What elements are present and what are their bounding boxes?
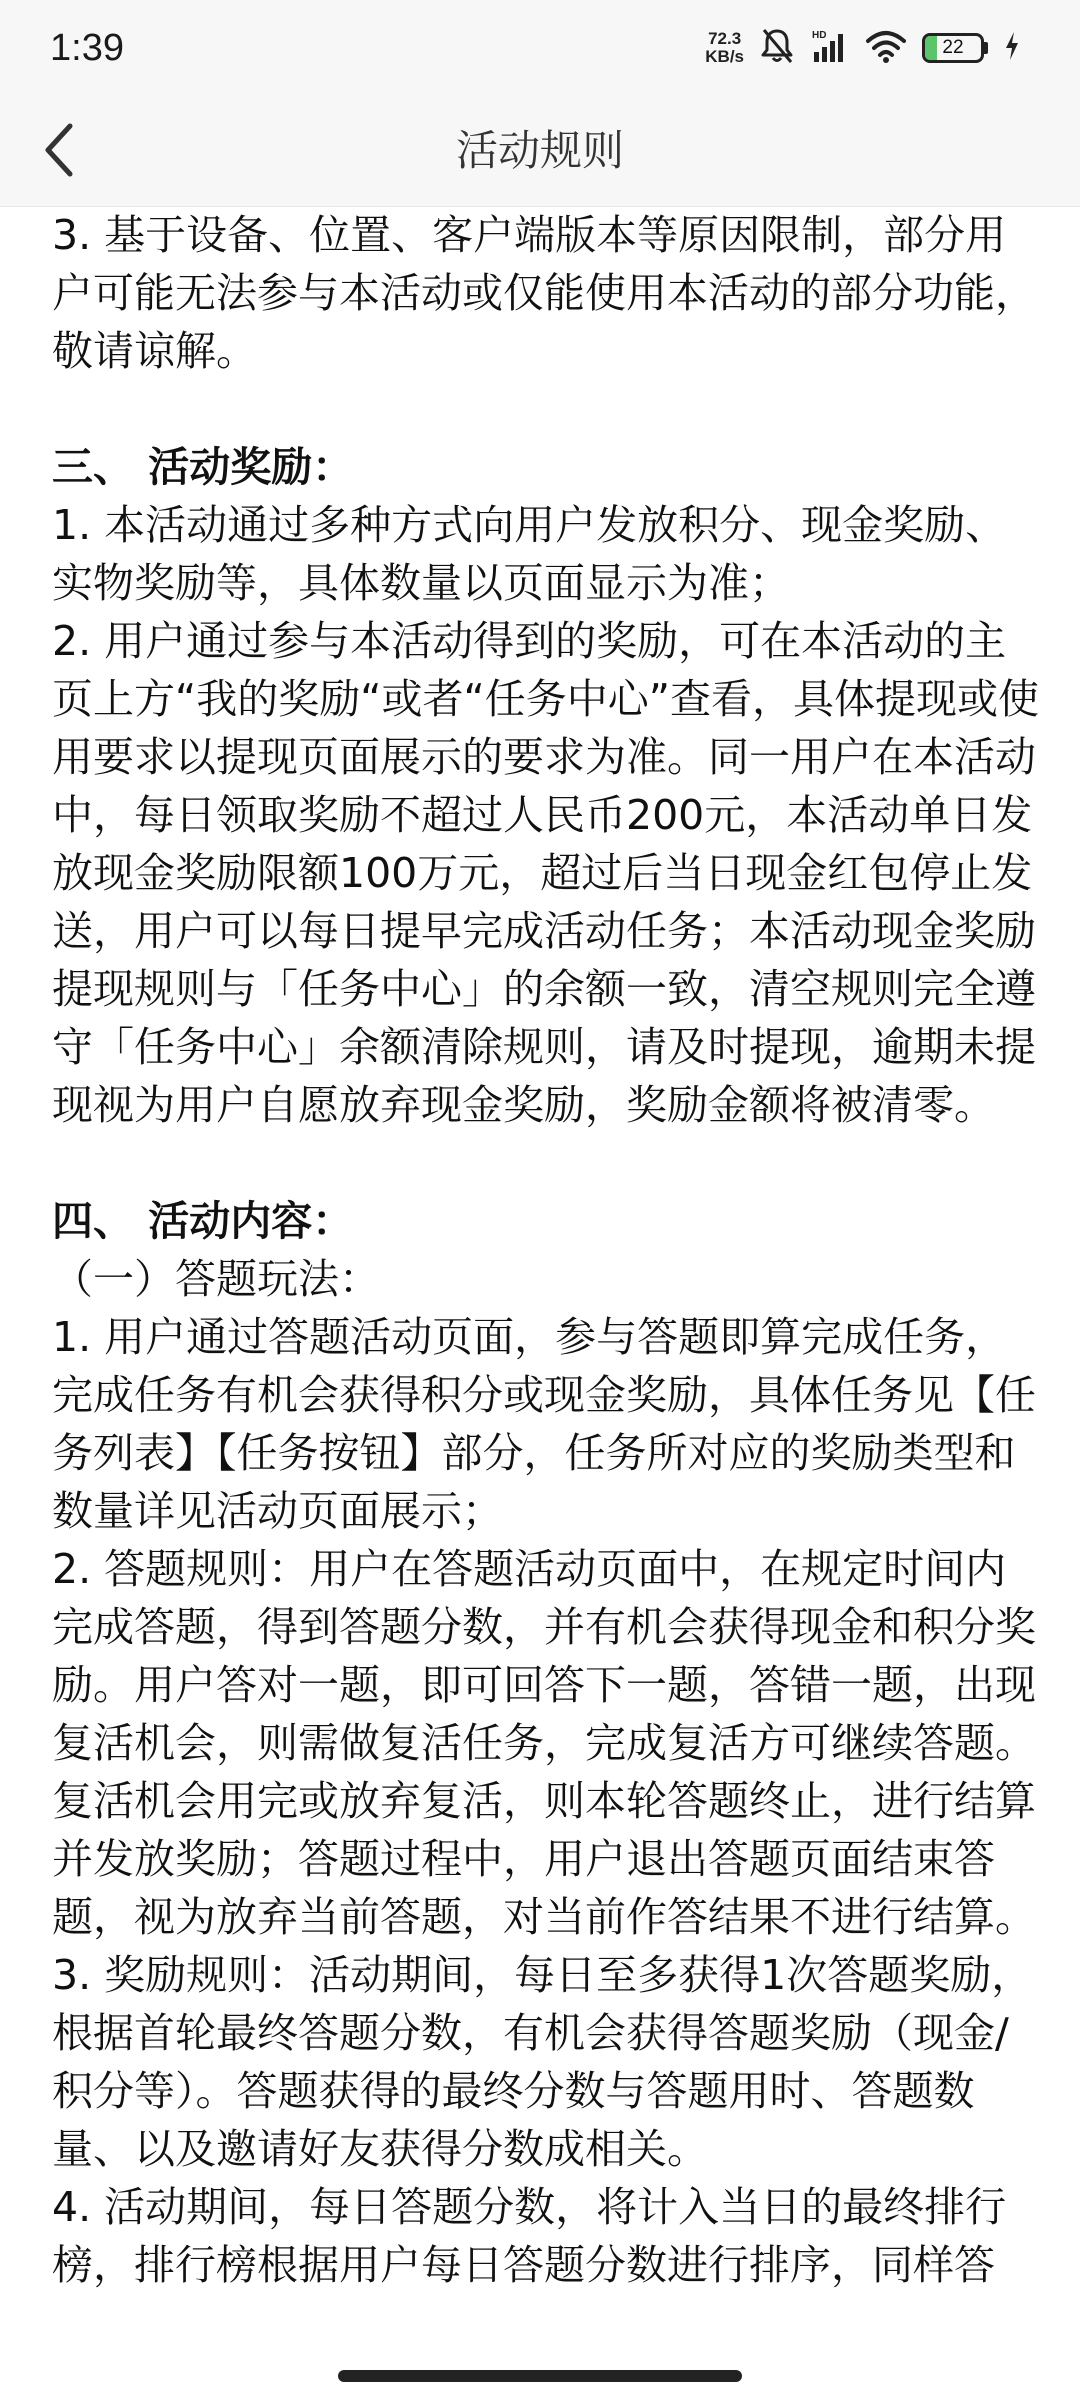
header bbox=[0, 96, 1080, 207]
gesture-bar[interactable] bbox=[338, 2370, 742, 2382]
section-heading: 三、 活动奖励： bbox=[52, 443, 354, 491]
rule-paragraph: 3. 奖励规则：活动期间，每日至多获得1次答题奖励，根据首轮最终答题分数，有机会获得答题奖励（现金/积分等）。答题获得的最终分数与答题用时、答题数量、以及邀请好友获得分数成相关。 bbox=[52, 1951, 1033, 2173]
status-icons bbox=[705, 26, 1020, 70]
network-speed bbox=[705, 30, 744, 66]
hd-signal-icon bbox=[810, 28, 850, 68]
page-title: 活动规则 bbox=[455, 126, 624, 175]
svg-text:HD: HD bbox=[812, 30, 827, 41]
battery-icon bbox=[922, 33, 988, 63]
rule-paragraph: 1. 本活动通过多种方式向用户发放积分、现金奖励、实物奖励等，具体数量以页面显示为准； bbox=[52, 501, 1007, 607]
subsection-heading: （一）答题玩法： bbox=[52, 1255, 380, 1303]
rule-paragraph: 3. 基于设备、位置、客户端版本等原因限制，部分用户可能无法参与本活动或仅能使用本活动的部分功能，敬请谅解。 bbox=[52, 211, 1036, 375]
status-time: 1:39 bbox=[50, 27, 124, 69]
rule-paragraph: 1. 用户通过答题活动页面，参与答题即算完成任务，完成任务有机会获得积分或现金奖励，具体任务见【任务列表】【任务按钮】部分，任务所对应的奖励类型和数量详见活动页面展示； bbox=[52, 1313, 1036, 1535]
rules-content[interactable] bbox=[52, 206, 1042, 2400]
status-bar bbox=[0, 0, 1080, 96]
wifi-icon bbox=[866, 29, 906, 67]
spacer bbox=[52, 380, 1042, 438]
network-speed-unit: KB/s bbox=[705, 47, 744, 66]
rule-paragraph: 2. 用户通过参与本活动得到的奖励，可在本活动的主页上方“我的奖励“或者“任务中心”查看，具体提现或使用要求以提现页面展示的要求为准。同一用户在本活动中，每日领取奖励不超过人民币200元，本活动单日发放现金奖励限额100万元，超过后当日现金红包停止发送，用户可以每日提早完成活动任务；本活动现金奖励提现规则与「任务中心」的余额一致，清空规则完全遵守「任务中心」余额清除规则，请及时提现，逾期未提现视为用户自愿放弃现金奖励，奖励金额将被清零。 bbox=[52, 617, 1039, 1129]
bell-off-icon bbox=[760, 28, 794, 68]
section-heading: 四、 活动内容： bbox=[52, 1197, 354, 1245]
spacer bbox=[52, 1134, 1042, 1192]
charging-icon bbox=[1004, 31, 1020, 65]
battery-level: 22 bbox=[942, 37, 964, 58]
rule-paragraph: 4. 活动期间，每日答题分数，将计入当日的最终排行榜，排行榜根据用户每日答题分数进行排序，同样答 bbox=[52, 2183, 1007, 2289]
battery-body bbox=[922, 33, 984, 63]
rule-paragraph: 2. 答题规则：用户在答题活动页面中，在规定时间内完成答题，得到答题分数，并有机会获得现金和积分奖励。用户答对一题，即可回答下一题，答错一题，出现复活机会，则需做复活任务，完成复活方可继续答题。复活机会用完或放弃复活，则本轮答题终止，进行结算并发放奖励；答题过程中，用户退出答题页面结束答题，视为放弃当前答题，对当前作答结果不进行结算。 bbox=[52, 1545, 1036, 1941]
network-speed-value: 72.3 bbox=[708, 29, 742, 48]
battery-cap bbox=[984, 42, 988, 54]
